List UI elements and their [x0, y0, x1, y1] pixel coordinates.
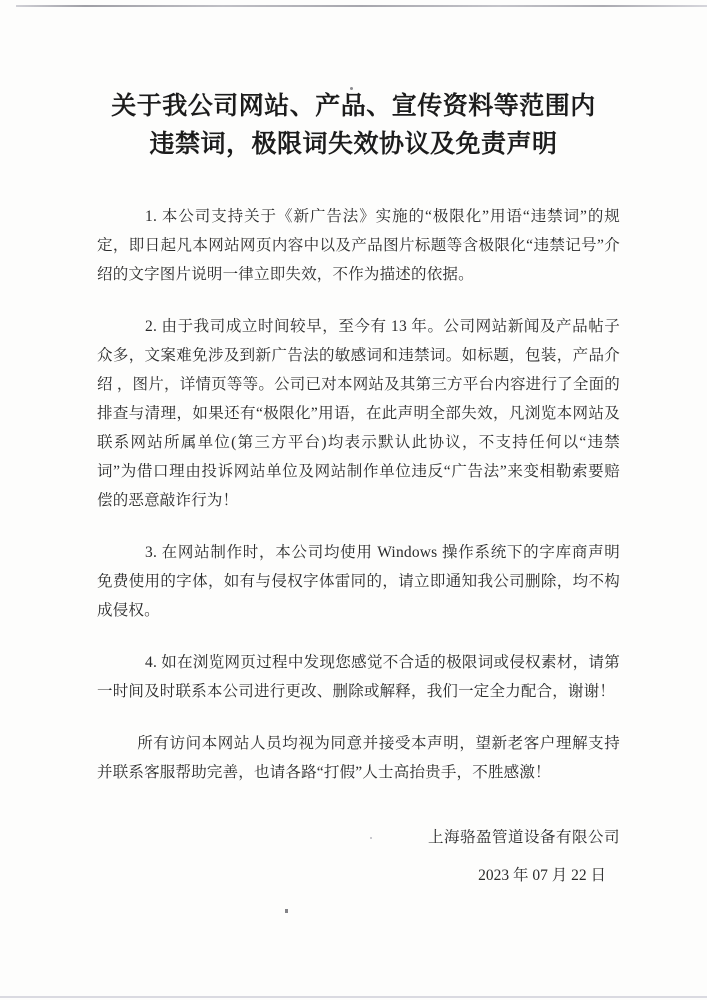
company-name: 上海骆盈管道设备有限公司: [427, 829, 620, 846]
signature-block: [97, 823, 620, 890]
document-title: [74, 88, 634, 164]
paragraph-4: 4. 如在浏览网页过程中发现您感觉不合适的极限词或侵权素材，请第一时间及时联系本公司进行更改、删除或解释，我们一定全力配合，谢谢！: [97, 654, 620, 700]
scan-speck: [285, 909, 288, 913]
scan-top-edge-line: [16, 5, 707, 7]
paragraph-1: 1. 本公司支持关于《新广告法》实施的“极限化”用语“违禁词”的规定，即日起凡本网站网页内容中以及产品图片标题等含极限化“违禁记号”介绍的文字图片说明一律立即失效，不作为描述的依据。: [97, 208, 620, 283]
paragraph-3: 3. 在网站制作时，本公司均使用 Windows 操作系统下的字库商声明免费使用的字体，如有与侵权字体雷同的，请立即通知我公司删除，均不构成侵权。: [97, 544, 620, 619]
signature-date: 2023 年 07 月 22 日: [478, 867, 606, 884]
scan-bottom-edge-line: [0, 996, 707, 998]
title-line-1: 关于我公司网站、产品、宣传资料等范围内: [111, 93, 596, 120]
closing-paragraph: 所有访问本网站人员均视为同意并接受本声明，望新老客户理解支持并联系客服帮助完善，也请各路“打假”人士高抬贵手，不胜感激！: [97, 735, 620, 781]
title-line-2: 违禁词，极限词失效协议及免责声明: [149, 131, 558, 158]
document-body: [97, 202, 620, 890]
scan-speck: [350, 87, 353, 90]
scan-speck: [370, 837, 372, 839]
paragraph-2: 2. 由于我司成立时间较早，至今有 13 年。公司网站新闻及产品帖子众多，文案难免涉及到新广告法的敏感词和违禁词。如标题，包装，产品介绍 ，图片，详情页等等。公司已对本网站及其第三方平台内容进行了全面的排查与清理，如果还有“极限化”用语，在此声明全部失效，凡浏览本网站及联系网站所属单位(第三方平台)均表示默认此协议，不支持任何以“违禁词”为借口理由投诉网站单位及网站制作单位违反“广告法”来变相勒索要赔偿的恶意敲诈行为！: [97, 318, 620, 509]
